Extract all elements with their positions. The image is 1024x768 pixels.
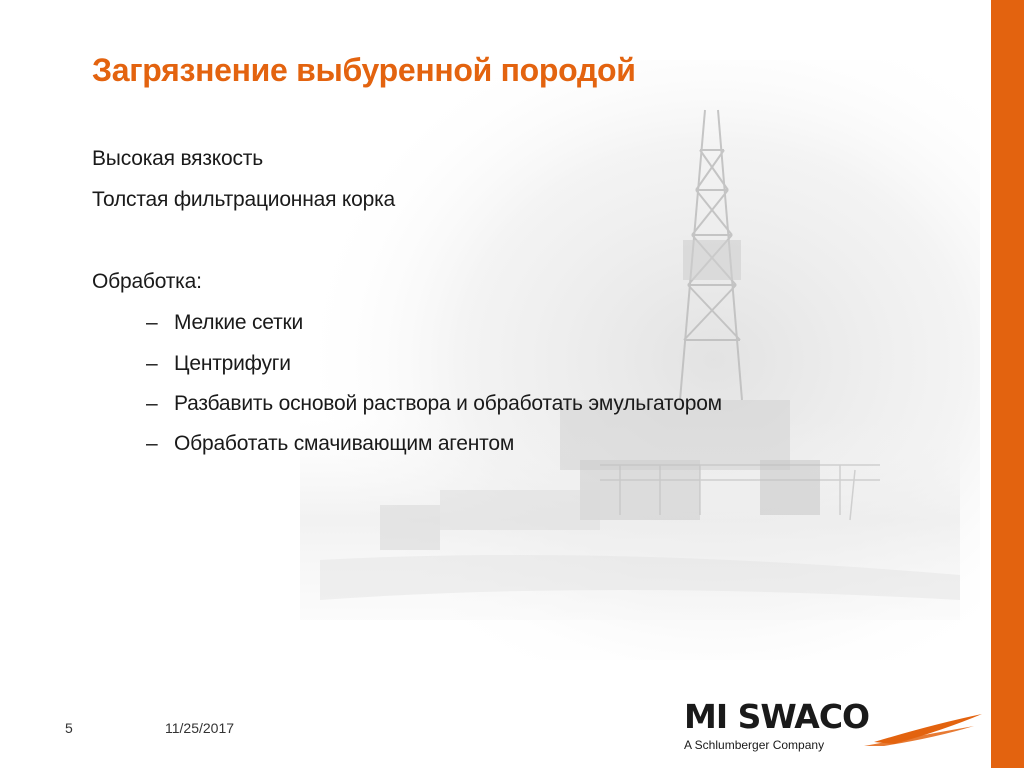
- list-item-text: Мелкие сетки: [174, 311, 304, 334]
- mi-swaco-logo: [684, 697, 984, 756]
- text-line-treatment: Обработка:: [92, 270, 202, 293]
- text-line-filter-cake: Толстая фильтрационная корка: [92, 188, 395, 211]
- dash-bullet: –: [146, 392, 158, 415]
- dash-bullet: –: [146, 432, 158, 455]
- dash-bullet: –: [146, 352, 158, 375]
- list-item: [146, 311, 303, 335]
- list-item: [146, 352, 291, 376]
- list-item-text: Обработать смачивающим агентом: [174, 432, 515, 455]
- list-item-text: Центрифуги: [174, 352, 291, 375]
- dash-bullet: –: [146, 311, 158, 334]
- list-item-text: Разбавить основой раствора и обработать эмульгатором: [174, 392, 722, 415]
- slide-title: Загрязнение выбуренной породой: [92, 52, 636, 88]
- slide-date: 11/25/2017: [165, 720, 235, 736]
- accent-bar: [991, 0, 1024, 768]
- list-item: [146, 432, 514, 456]
- list-item: [146, 392, 722, 416]
- logo-tagline: A Schlumberger Company: [684, 738, 825, 752]
- page-number: 5: [65, 720, 73, 736]
- text-line-viscosity: Высокая вязкость: [92, 147, 263, 170]
- logo-wordmark: MI SWACO: [684, 697, 870, 736]
